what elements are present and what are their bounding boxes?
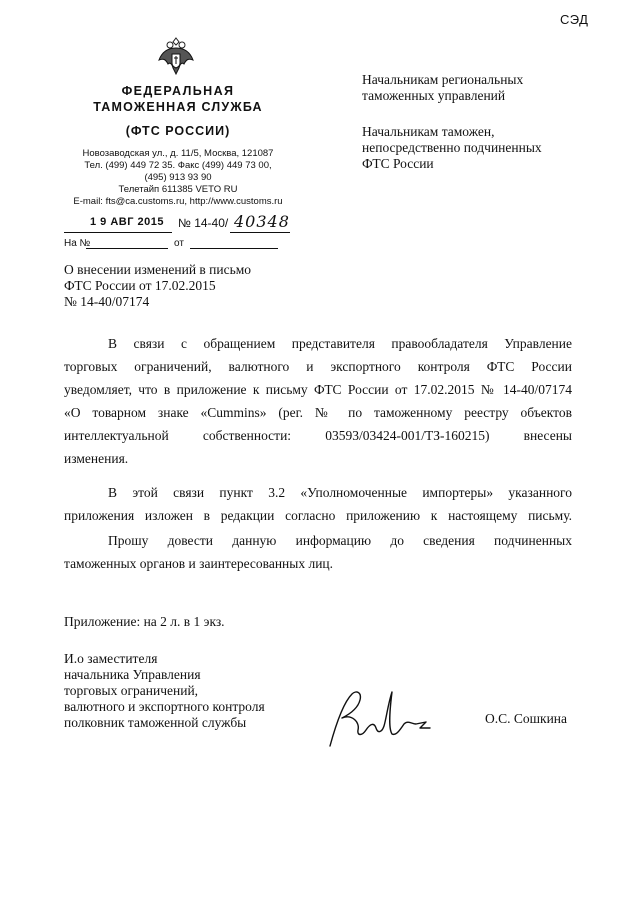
body-line: В связи с обращением представителя правообладателя Управление [108,336,572,351]
addressee-line: Начальникам таможен, [362,124,495,139]
addressee-line: Начальникам региональных [362,72,524,87]
contact-email: E-mail: fts@ca.customs.ru, http://www.customs.ru [73,196,283,207]
reference-field-line [86,240,168,249]
org-abbreviation: (ФТС РОССИИ) [125,124,231,138]
body-line: таможенных органов и заинтересованных лиц. [64,556,334,571]
signer-title-line: И.о заместителя [64,651,158,666]
addressee-line: таможенных управлений [362,88,506,103]
body-line: изменения. [64,451,129,466]
contact-teletype: Телетайп 611385 VETO RU [118,184,238,195]
signer-title-line: торговых ограничений, [64,683,199,698]
handwritten-number: 40348 [234,212,290,231]
attachment-note: Приложение: на 2 л. в 1 экз. [64,614,225,629]
reference-label: На № [64,238,91,249]
signer-title-line: полковник таможенной службы [64,715,247,730]
signer-title-line: валютного и экспортного контроля [64,699,265,714]
contact-address: Новозаводская ул., д. 11/5, Москва, 121087 [82,148,274,159]
body-line: Прошу довести данную информацию до сведения подчиненных [108,533,572,548]
reference-date-field-line [190,240,278,249]
contact-phone: Тел. (499) 449 72 35. Факс (499) 449 73 00, [84,160,272,171]
coat-of-arms-icon [156,34,196,78]
date-stamp: 1 9 АВГ 2015 [90,216,164,228]
addressee-line: ФТС России [362,156,434,171]
body-line: уведомляет, что в приложение к письму ФТС России от 17.02.2015 № 14-40/07174 [64,382,572,397]
addressee-line: непосредственно подчиненных [362,140,542,155]
body-line: «О товарном знаке «Cummins» (рег. № по таможенному реестру объектов [64,405,572,420]
signer-name: О.С. Сошкина [485,711,568,726]
body-line: торговых ограничений, валютного и экспортного контроля ФТС России [64,359,572,374]
reference-date-label: от [174,238,184,249]
subject-line: О внесении изменений в письмо [64,262,252,277]
org-name-line2: ТАМОЖЕННАЯ СЛУЖБА [93,100,263,114]
body-line: приложения изложен в редакции согласно приложению к настоящему письму. [64,508,572,523]
signer-title-line: начальника Управления [64,667,201,682]
handwritten-signature [322,684,442,754]
sed-label: СЭД [560,12,589,27]
body-line: интеллектуальной собственности: 03593/03424-001/ТЗ-160215) внесены [64,428,572,443]
org-name-line1: ФЕДЕРАЛЬНАЯ [121,84,235,98]
number-label: № 14-40/ [178,216,229,230]
contact-phone-extra: (495) 913 93 90 [144,172,212,183]
body-line: В этой связи пункт 3.2 «Уполномоченные импортеры» указанного [108,485,572,500]
subject-line: ФТС России от 17.02.2015 [64,278,216,293]
subject-line: № 14-40/07174 [64,294,150,309]
